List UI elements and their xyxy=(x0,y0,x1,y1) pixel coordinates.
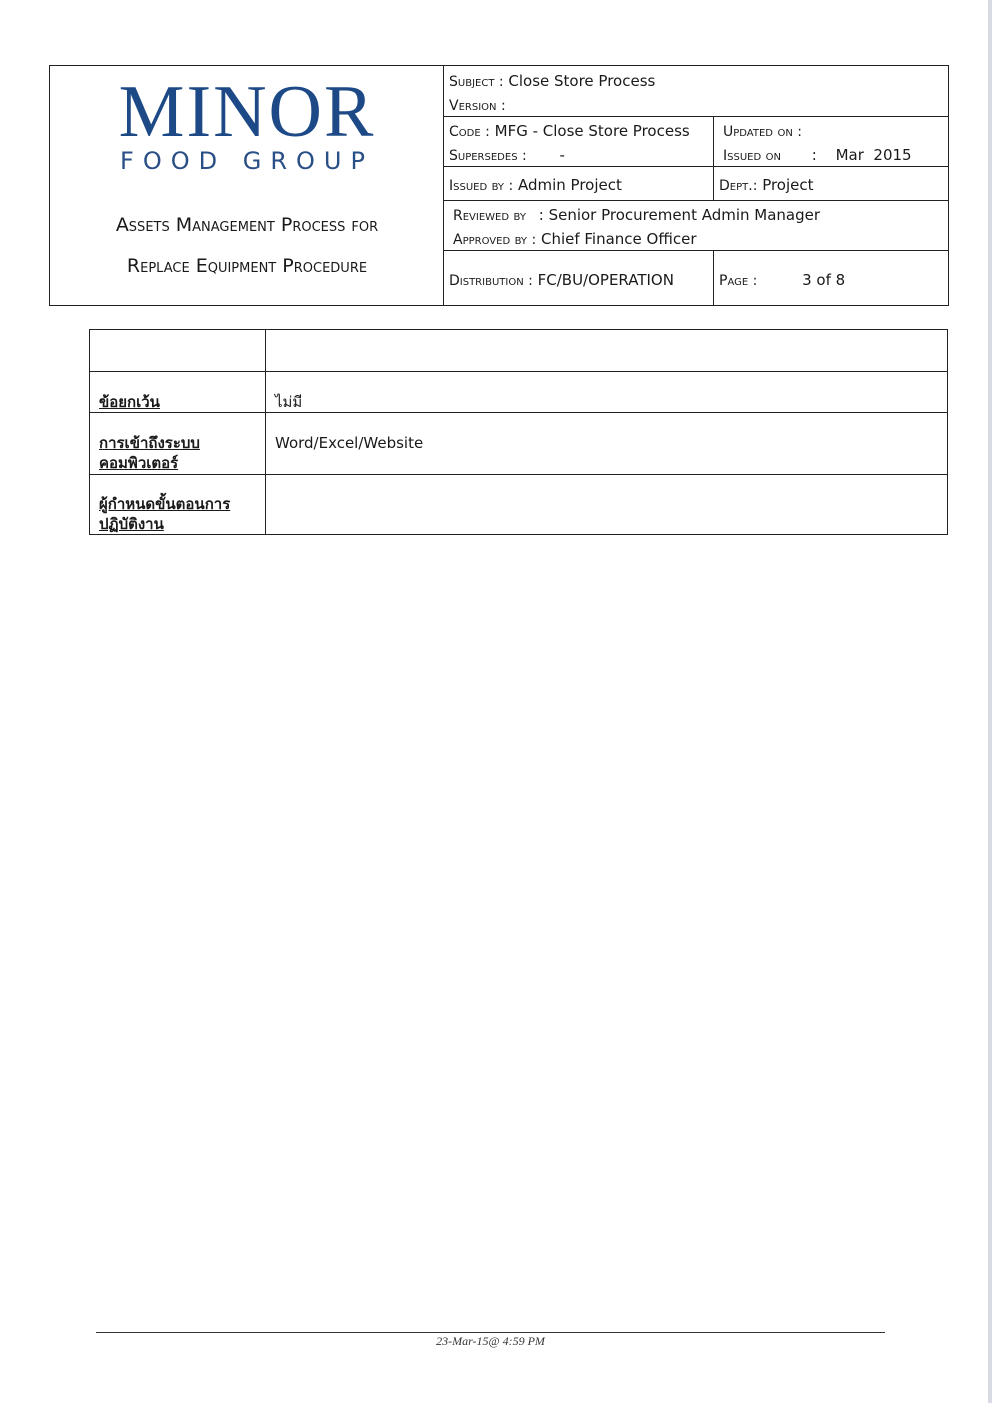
header-divider xyxy=(443,166,948,167)
header-divider xyxy=(713,250,714,305)
issued-by-value: Admin Project xyxy=(517,176,622,194)
system-access-label: การเข้าถึงระบบคอมพิวเตอร์ xyxy=(99,434,200,472)
dept-field xyxy=(719,175,814,196)
document-header xyxy=(49,65,949,306)
version-label: Version : xyxy=(449,98,506,114)
page-field xyxy=(719,270,845,291)
table-row-divider xyxy=(90,412,947,413)
approved-by-field xyxy=(453,229,697,250)
subject-label: Subject : xyxy=(449,74,504,90)
table-row-divider xyxy=(90,474,947,475)
code-value: MFG - Close Store Process xyxy=(494,122,690,140)
reviewed-by-field xyxy=(453,205,820,226)
subject-value: Close Store Process xyxy=(508,72,656,90)
procedure-owner-label: ผู้กำหนดขั้นตอนการปฏิบัติงาน xyxy=(99,495,231,533)
distribution-label: Distribution : xyxy=(449,273,533,289)
subject-field xyxy=(449,71,655,92)
reviewed-by-separator: : xyxy=(538,206,544,224)
company-logo-subtitle: FOOD GROUP xyxy=(120,147,374,175)
page-number: 3 of 8 xyxy=(802,271,846,289)
code-field xyxy=(449,121,690,142)
supersedes-value: - xyxy=(559,146,565,164)
issued-on-field xyxy=(723,145,912,166)
updated-on-field xyxy=(723,121,802,142)
dept-value: Project xyxy=(762,176,814,194)
issued-on-separator: : xyxy=(811,146,817,164)
supersedes-field xyxy=(449,145,565,166)
table-row-divider xyxy=(90,371,947,372)
issued-by-field xyxy=(449,175,622,196)
header-divider xyxy=(443,200,948,201)
exceptions-value: ไม่มี xyxy=(275,393,303,411)
approved-by-value: Chief Finance Officer xyxy=(540,230,697,248)
supersedes-label: Supersedes : xyxy=(449,148,527,164)
issued-by-label: Issued by : xyxy=(449,178,514,194)
document-title-line2: Replace Equipment Procedure xyxy=(126,255,368,277)
dept-label: Dept.: xyxy=(719,178,758,194)
distribution-value: FC/BU/OPERATION xyxy=(537,271,674,289)
reviewed-by-value: Senior Procurement Admin Manager xyxy=(548,206,821,224)
distribution-field xyxy=(449,270,674,291)
header-divider xyxy=(713,116,714,200)
procedure-table xyxy=(89,329,948,535)
page-label: Page : xyxy=(719,273,758,289)
company-logo: MINOR xyxy=(118,71,376,153)
issued-on-value: Mar 2015 xyxy=(835,146,912,164)
exceptions-label: ข้อยกเว้น xyxy=(99,393,160,411)
table-column-divider xyxy=(265,330,266,534)
version-field xyxy=(449,95,506,116)
header-divider xyxy=(443,250,948,251)
header-divider xyxy=(443,116,948,117)
footer-timestamp: 23-Mar-15@ 4:59 PM xyxy=(436,1334,545,1348)
document-title: Assets Management Process for xyxy=(115,214,379,236)
code-label: Code : xyxy=(449,124,490,140)
reviewed-by-label: Reviewed by xyxy=(453,208,526,224)
updated-on-label: Updated on : xyxy=(723,124,802,140)
issued-on-label: Issued on xyxy=(723,148,781,164)
system-access-value: Word/Excel/Website xyxy=(275,434,424,452)
scan-edge xyxy=(988,0,992,1403)
footer-rule xyxy=(96,1332,885,1333)
approved-by-label: Approved by : xyxy=(453,232,537,248)
